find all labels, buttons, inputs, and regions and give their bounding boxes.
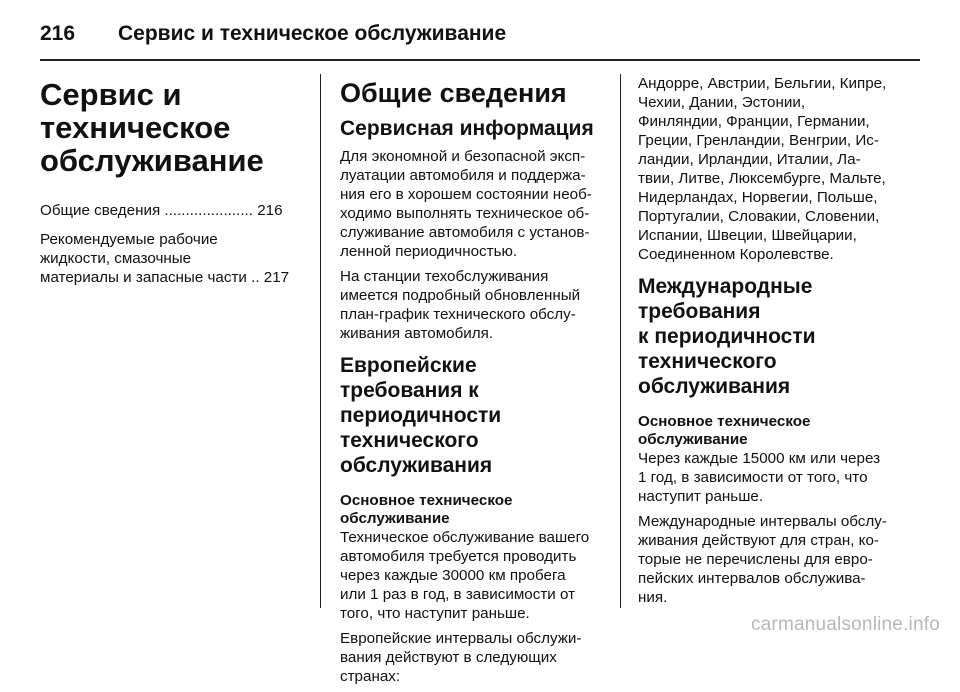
- heading-line: периодичности технического: [340, 404, 502, 452]
- toc-line: жидкости, смазочные: [40, 250, 192, 267]
- text-line: Финляндии, Франции, Германии,: [638, 113, 870, 130]
- text-line: ния.: [638, 589, 668, 606]
- sidebar-column: [40, 74, 302, 297]
- page-header: [40, 14, 920, 54]
- text-line: живания автомобиля.: [340, 325, 494, 342]
- text-line: пейских интервалов обслужива-: [638, 570, 866, 587]
- text-line: того, что наступит раньше.: [340, 605, 530, 622]
- text-line: луатации автомобиля и поддержа-: [340, 167, 586, 184]
- text-line: имеется подробный обновленный: [340, 287, 581, 304]
- running-title: Сервис и техническое обслуживание: [118, 22, 507, 45]
- column-divider-left: [320, 74, 321, 608]
- toc-line: материалы и запасные части .. 217: [40, 269, 290, 286]
- chapter-title-line: Сервис и: [40, 77, 182, 112]
- text-line: ходимо выполнять техническое об-: [340, 205, 590, 222]
- text-line: Андорре, Австрии, Бельгии, Кипре,: [638, 75, 887, 92]
- paragraph: [340, 267, 604, 343]
- text-line: На станции техобслуживания: [340, 268, 549, 285]
- heading-line: к периодичности: [638, 325, 816, 348]
- text-line: странах:: [340, 668, 401, 685]
- subsection-heading-international: [638, 274, 920, 399]
- heading-line: Международные требования: [638, 275, 813, 323]
- text-line: план-график технического обслу-: [340, 306, 576, 323]
- text-line: живания действуют для стран, ко-: [638, 532, 879, 549]
- chapter-title-line: техническое: [40, 110, 231, 145]
- text-line: 1 год, в зависимости от того, что: [638, 469, 868, 486]
- column-divider-right: [620, 74, 621, 608]
- text-line: или 1 раз в год, в зависимости от: [340, 586, 576, 603]
- heading-line: обслуживание: [340, 510, 450, 527]
- text-line: твии, Литве, Люксембурге, Мальте,: [638, 170, 886, 187]
- paragraph: [340, 147, 604, 261]
- toc-entry-general-info[interactable]: [40, 201, 302, 220]
- text-line: ленной периодичностью.: [340, 243, 518, 260]
- text-line: Португалии, Словакии, Словении,: [638, 208, 880, 225]
- paragraph: [638, 449, 920, 506]
- paragraph: [340, 629, 604, 686]
- minor-heading-basic-service: [340, 492, 604, 528]
- minor-heading-basic-service: [638, 413, 920, 449]
- chapter-title-line: обслуживание: [40, 143, 264, 178]
- main-column-left: [340, 74, 604, 692]
- subsection-heading-service-info: Сервисная информация: [340, 117, 594, 140]
- text-line: Для экономной и безопасной эксп-: [340, 148, 586, 165]
- text-line: служивание автомобиля с установ-: [340, 224, 590, 241]
- paragraph-country-list: [638, 74, 920, 264]
- text-line: Испании, Швеции, Швейцарии,: [638, 227, 857, 244]
- text-line: Чехии, Дании, Эстонии,: [638, 94, 806, 111]
- heading-line: Европейские требования к: [340, 354, 479, 402]
- site-watermark: carmanualsonline.info: [750, 614, 940, 635]
- text-line: через каждые 30000 км пробега: [340, 567, 566, 584]
- page-number: 216: [40, 22, 76, 45]
- header-rule: [40, 59, 920, 61]
- toc-line: Рекомендуемые рабочие: [40, 231, 218, 248]
- text-line: Нидерландах, Норвегии, Польше,: [638, 189, 878, 206]
- text-line: Техническое обслуживание вашего: [340, 529, 590, 546]
- heading-line: обслуживание: [638, 431, 748, 448]
- chapter-title: [40, 78, 302, 177]
- toc-entry-recommended-fluids[interactable]: [40, 230, 302, 287]
- paragraph: [340, 528, 604, 623]
- text-line: автомобиля требуется проводить: [340, 548, 577, 565]
- main-column-right: [638, 74, 920, 613]
- text-line: Через каждые 15000 км или через: [638, 450, 881, 467]
- text-line: ландии, Ирландии, Италии, Ла-: [638, 151, 861, 168]
- heading-line: Основное техническое: [638, 413, 811, 430]
- heading-line: обслуживания: [340, 454, 493, 477]
- heading-line: технического обслуживания: [638, 350, 791, 398]
- paragraph: [638, 512, 920, 607]
- text-line: ния его в хорошем состоянии необ-: [340, 186, 592, 203]
- text-line: Международные интервалы обслу-: [638, 513, 887, 530]
- text-line: Европейские интервалы обслужи-: [340, 630, 582, 647]
- text-line: вания действуют в следующих: [340, 649, 557, 666]
- subsection-heading-european: [340, 353, 604, 478]
- text-line: наступит раньше.: [638, 488, 764, 505]
- text-line: Греции, Гренландии, Венгрии, Ис-: [638, 132, 879, 149]
- text-line: торые не перечислены для евро-: [638, 551, 873, 568]
- section-heading-general: Общие сведения: [340, 78, 567, 108]
- text-line: Соединенном Королевстве.: [638, 246, 834, 263]
- heading-line: Основное техническое: [340, 492, 513, 509]
- toc-line: Общие сведения ..................... 216: [40, 202, 283, 219]
